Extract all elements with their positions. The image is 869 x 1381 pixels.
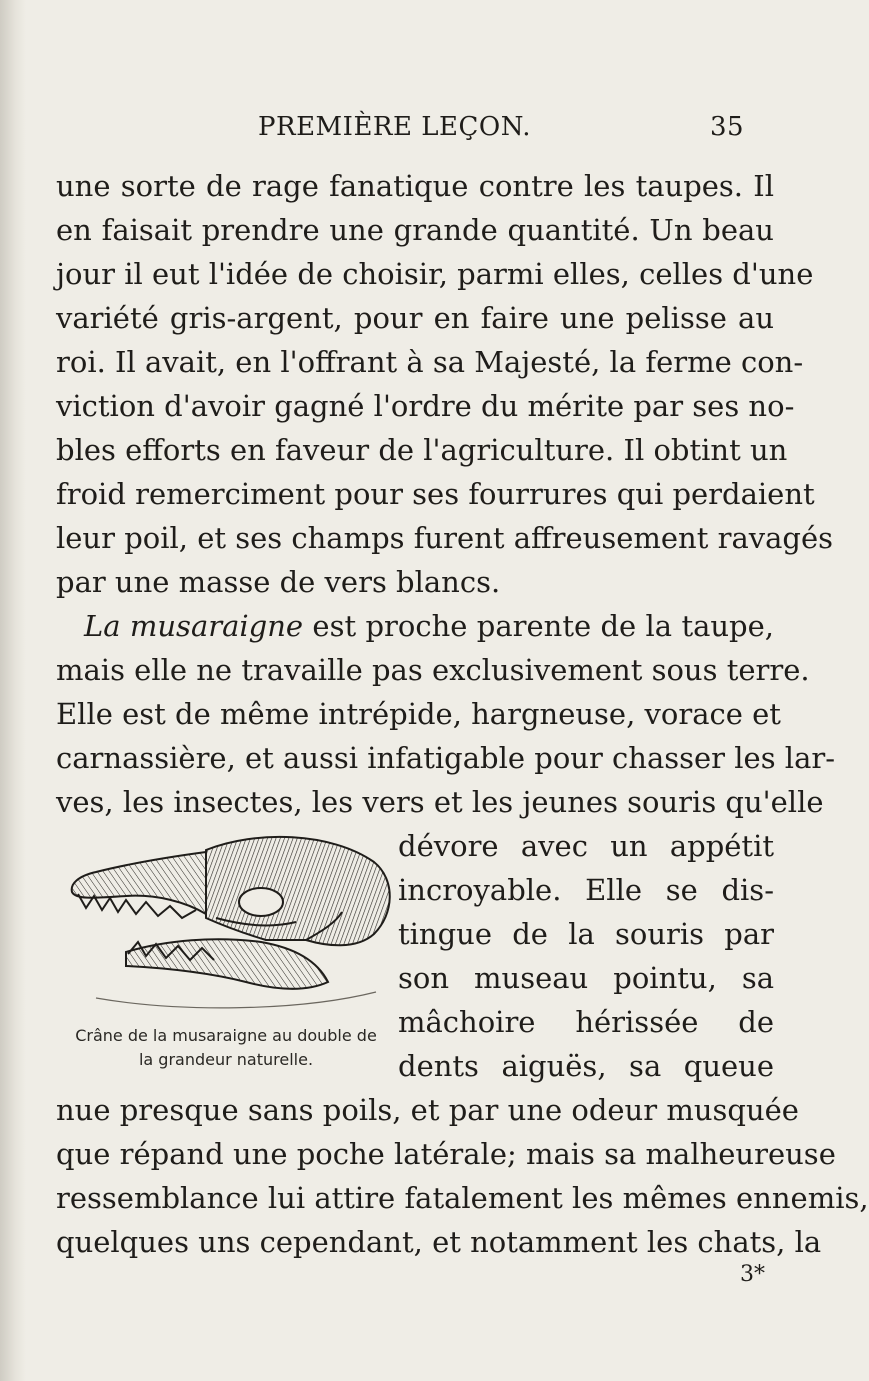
figure-caption-line: la grandeur naturelle. xyxy=(138,1050,314,1069)
text-line: dévore avec un appétit xyxy=(398,829,774,863)
text-line: bles efforts en faveur de l'agriculture. Il obtint un xyxy=(56,433,788,467)
figure-caption-line: Crâne de la musaraigne au double de xyxy=(75,1026,377,1045)
text-line: incroyable. Elle se dis- xyxy=(398,873,774,907)
skull-engraving xyxy=(56,822,386,1018)
text-line: en faisait prendre une grande quantité. Un beau xyxy=(56,213,774,247)
text-line: quelques uns cependant, et notamment les chats, la xyxy=(56,1225,822,1259)
text-line: viction d'avoir gagné l'ordre du mérite par ses no- xyxy=(56,389,795,423)
page-number: 35 xyxy=(710,112,745,142)
text-line: jour il eut l'idée de choisir, parmi elles, celles d'une xyxy=(56,257,814,291)
paragraph-lead-line xyxy=(84,604,774,648)
text-line: ves, les insectes, les vers et les jeunes souris qu'elle xyxy=(56,785,824,819)
text-line: son museau pointu, sa xyxy=(398,961,774,995)
text-line: par une masse de vers blancs. xyxy=(56,565,501,599)
running-header xyxy=(0,112,800,146)
text-line: variété gris-argent, pour en faire une pelisse au xyxy=(56,301,774,335)
text-line: dents aiguës, sa queue xyxy=(398,1049,774,1083)
skull-illustration xyxy=(56,822,396,1022)
page-gutter-shadow xyxy=(0,0,26,1381)
italic-term: La musaraigne xyxy=(84,609,304,643)
text-line: Elle est de même intrépide, hargneuse, vorace et xyxy=(56,697,781,731)
text-line: leur poil, et ses champs furent affreusement ravagés xyxy=(56,521,834,555)
signature-mark: 3* xyxy=(740,1262,765,1287)
text-line: roi. Il avait, en l'offrant à sa Majesté, la ferme con- xyxy=(56,345,804,379)
running-title: PREMIÈRE LEÇON. xyxy=(258,112,532,142)
text-line: tingue de la souris par xyxy=(398,917,774,951)
text-line: que répand une poche latérale; mais sa malheureuse xyxy=(56,1137,836,1171)
text-line: une sorte de rage fanatique contre les taupes. Il xyxy=(56,169,774,203)
text-line: carnassière, et aussi infatigable pour chasser les lar- xyxy=(56,741,836,775)
text-line: ressemblance lui attire fatalement les mêmes ennemis, xyxy=(56,1181,869,1215)
text-line: mâchoire hérissée de xyxy=(398,1005,774,1039)
text-line: nue presque sans poils, et par une odeur musquée xyxy=(56,1093,799,1127)
text-line: froid remerciment pour ses fourrures qui perdaient xyxy=(56,477,815,511)
lead-line-rest: est proche parente de la taupe, xyxy=(303,609,775,643)
text-line: mais elle ne travaille pas exclusivement sous terre. xyxy=(56,653,810,687)
